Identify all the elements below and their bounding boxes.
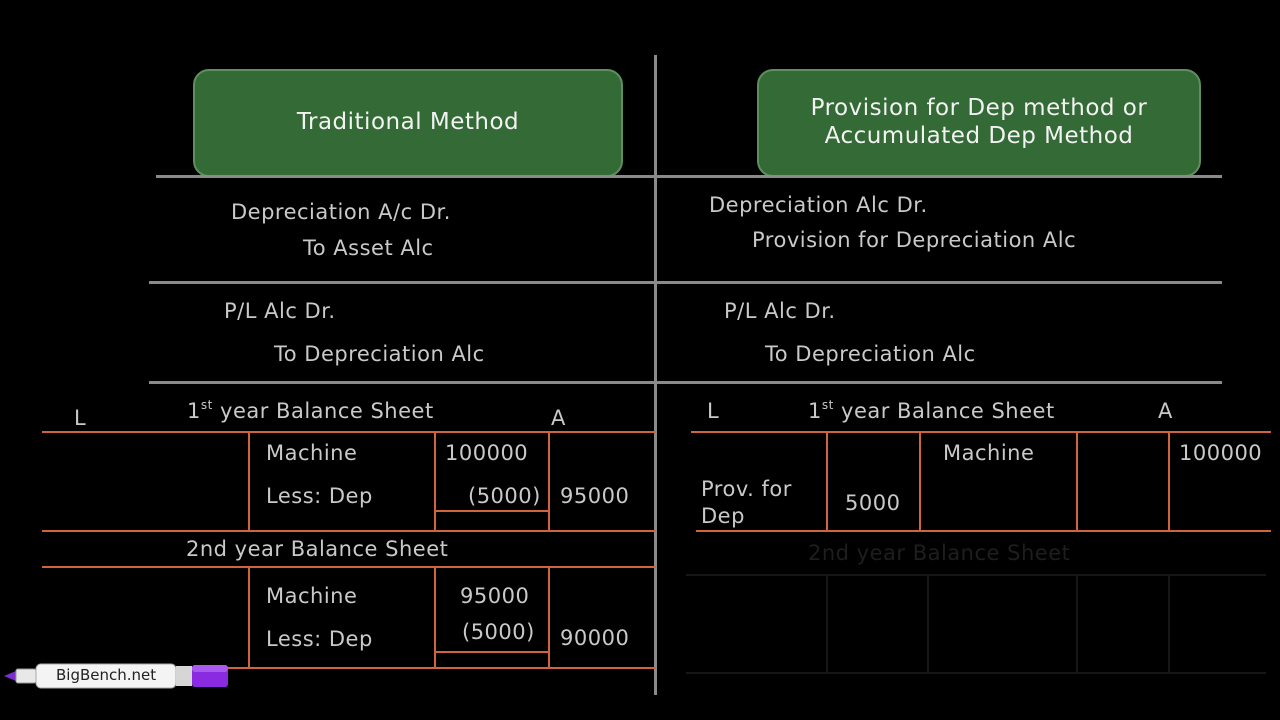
right-bs1-liabilities-label: L bbox=[707, 399, 720, 423]
left-bs1-col-a bbox=[434, 431, 436, 531]
left-entry2-credit: To Depreciation Alc bbox=[274, 342, 485, 366]
right-bs2-col-2 bbox=[927, 574, 929, 674]
left-bs1-net-value: 95000 bbox=[560, 484, 630, 508]
right-bs2-bottom-line bbox=[686, 672, 1266, 674]
left-bs2-less-dep: Less: Dep bbox=[266, 627, 373, 651]
right-entry1-debit: Depreciation Alc Dr. bbox=[709, 193, 928, 217]
left-bs1-top-line bbox=[42, 431, 656, 433]
provision-method-label-line1: Provision for Dep method or bbox=[810, 95, 1148, 122]
right-bs2-col-3 bbox=[1076, 574, 1078, 674]
left-bs1-less-dep: Less: Dep bbox=[266, 484, 373, 508]
right-bs1-title: 1st year Balance Sheet bbox=[808, 398, 1055, 423]
right-bs1-col-1 bbox=[826, 431, 828, 531]
right-bs1-col-3 bbox=[1076, 431, 1078, 531]
left-bs1-divider bbox=[248, 431, 250, 531]
entry-rule-2 bbox=[149, 381, 1222, 384]
left-bs2-divider bbox=[248, 566, 250, 668]
right-entry2-debit: P/L Alc Dr. bbox=[724, 299, 836, 323]
left-bs1-liabilities-label: L bbox=[74, 406, 87, 430]
left-entry1-credit: To Asset Alc bbox=[303, 236, 434, 260]
right-bs1-col-2 bbox=[919, 431, 921, 531]
left-bs1-subtotal-line bbox=[434, 510, 550, 512]
traditional-method-label: Traditional Method bbox=[296, 109, 520, 136]
provision-method-label-line2: Accumulated Dep Method bbox=[824, 123, 1134, 149]
center-divider bbox=[654, 55, 657, 695]
right-bs2-col-1 bbox=[826, 574, 828, 674]
right-bs1-machine: Machine bbox=[943, 441, 1035, 465]
left-bs2-net-value: 90000 bbox=[560, 626, 630, 650]
left-entry1-debit: Depreciation A/c Dr. bbox=[231, 200, 451, 224]
left-bs1-dep-value: (5000) bbox=[468, 484, 541, 508]
right-bs1-col-4 bbox=[1168, 431, 1170, 531]
right-bs1-top-line bbox=[691, 431, 1271, 433]
right-bs1-bottom-line bbox=[696, 530, 1271, 532]
right-bs1-prov-line1: Prov. for bbox=[701, 477, 792, 501]
left-bs2-machine: Machine bbox=[266, 584, 358, 608]
right-bs1-assets-label: A bbox=[1158, 399, 1173, 423]
right-bs1-prov-value: 5000 bbox=[845, 491, 901, 515]
right-entry1-credit: Provision for Depreciation Alc bbox=[752, 228, 1077, 252]
right-entry2-credit: To Depreciation Alc bbox=[765, 342, 976, 366]
left-entry2-debit: P/L Alc Dr. bbox=[224, 299, 336, 323]
left-bs1-machine-value: 100000 bbox=[445, 441, 529, 465]
left-bs2-subtotal-line bbox=[434, 651, 550, 653]
left-bs1-col-b bbox=[548, 431, 550, 531]
left-bs2-machine-value: 95000 bbox=[460, 584, 530, 608]
left-bs1-machine: Machine bbox=[266, 441, 358, 465]
right-bs1-prov-line2: Dep bbox=[701, 504, 745, 528]
right-bs1-machine-value: 100000 bbox=[1179, 441, 1263, 465]
left-bs1-title: 1st year Balance Sheet bbox=[187, 398, 434, 423]
traditional-method-header bbox=[193, 69, 623, 177]
left-bs2-top-line bbox=[42, 566, 656, 568]
right-bs2-title: 2nd year Balance Sheet bbox=[808, 541, 1071, 565]
right-bs2-top-line bbox=[686, 574, 1266, 576]
marker-logo-text: BigBench.net bbox=[56, 666, 157, 684]
entry-rule-1 bbox=[149, 281, 1222, 284]
marker-pen-logo bbox=[4, 660, 234, 690]
provision-method-header bbox=[757, 69, 1201, 177]
left-bs1-bottom-line bbox=[42, 530, 656, 532]
right-bs2-col-4 bbox=[1168, 574, 1170, 674]
left-bs1-assets-label: A bbox=[551, 406, 566, 430]
left-bs2-dep-value: (5000) bbox=[462, 620, 535, 644]
header-rule bbox=[156, 175, 1222, 178]
left-bs2-title: 2nd year Balance Sheet bbox=[186, 537, 449, 561]
